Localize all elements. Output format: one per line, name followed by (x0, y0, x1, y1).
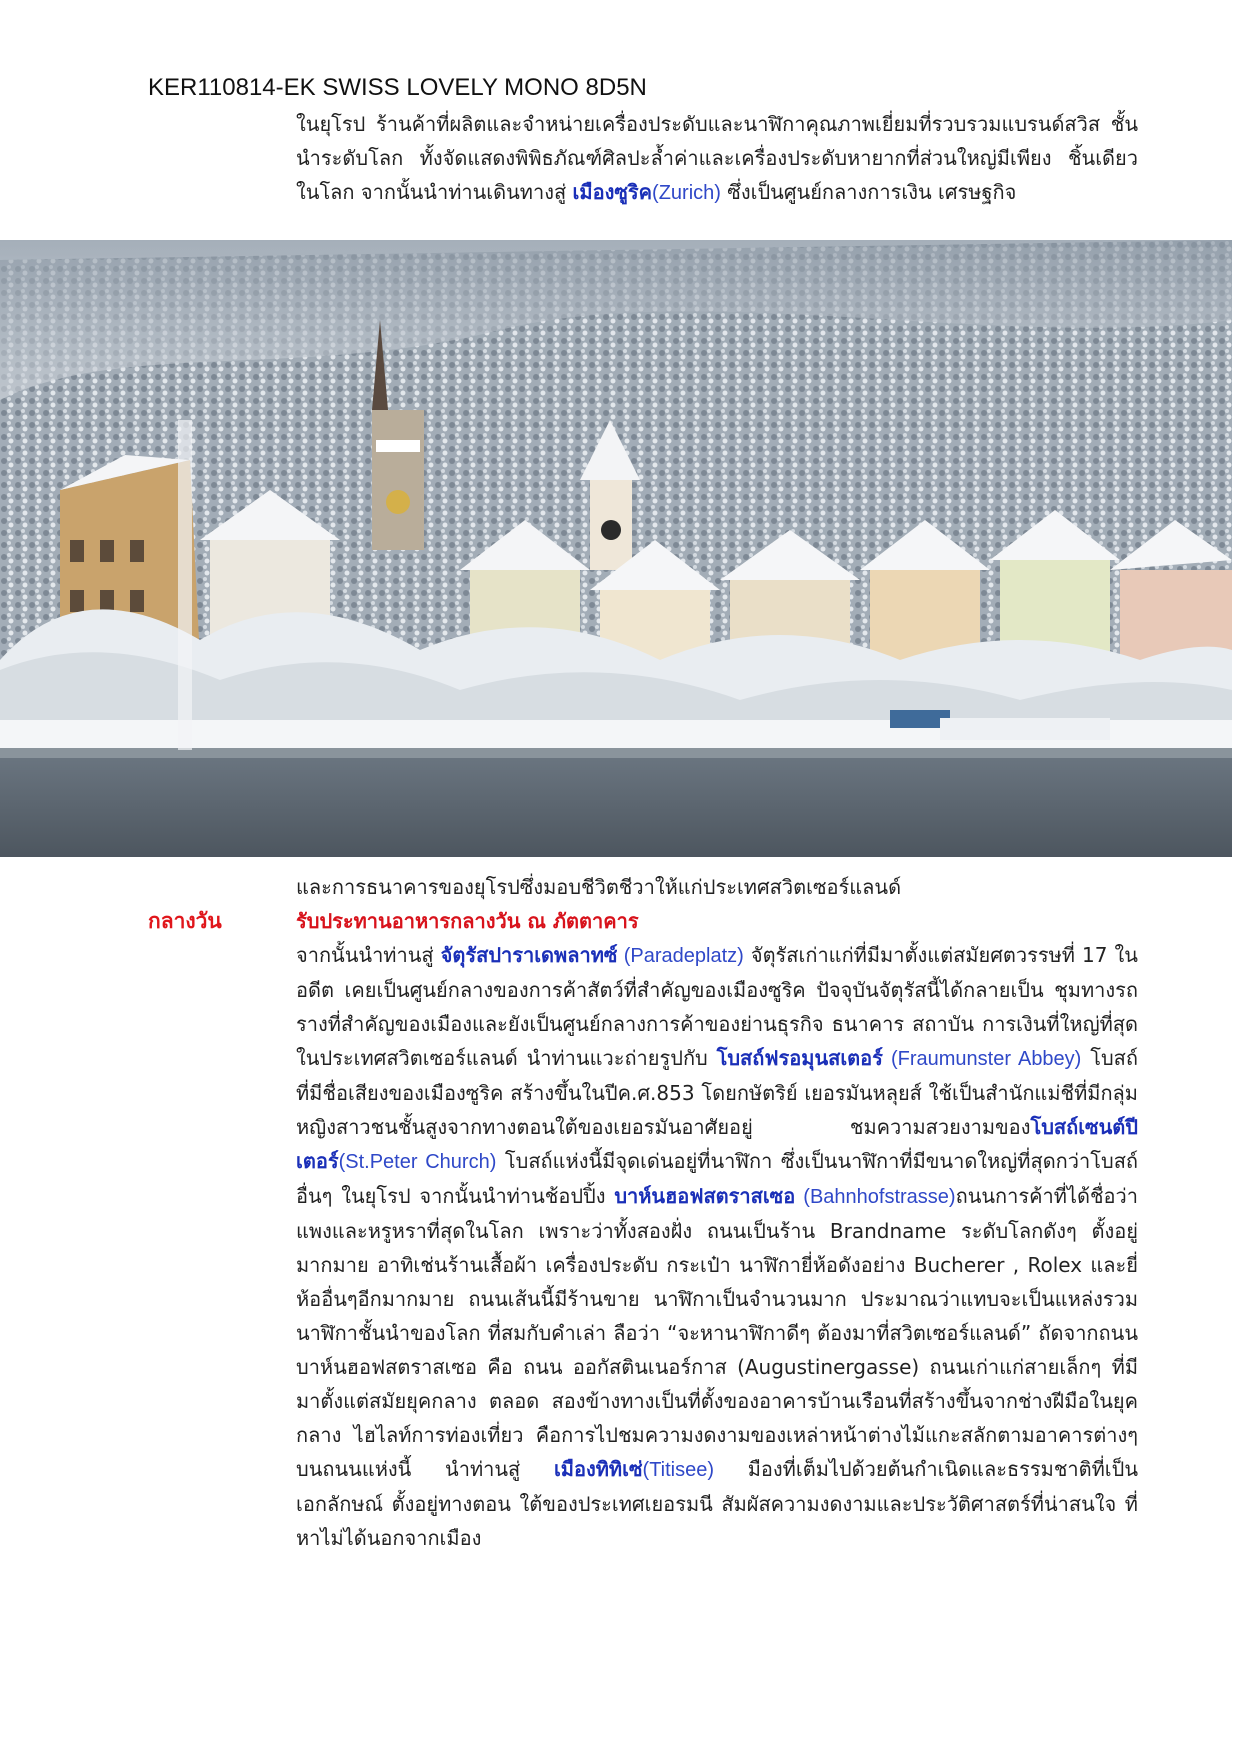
meal-time-label: กลางวัน (148, 909, 222, 933)
intro-text: ในยุโรป ร้านค้าที่ผลิตและจำหน่ายเครื่องประดับและนาฬิกาคุณภาพเยี่ยมที่รวบรวมแบรนด์สวิส ชั้นนำระดับโลก ทั้งจัดแสดงพิพิธภัณฑ์ศิลปะล้ำค่าและเครื่องประดับหายากที่ส่วนใหญ่มีเพียง ชิ้นเดียวในโลก จากนั้นนำท่านเดินทางสู่ (296, 112, 1138, 204)
fraumunster-english: (Fraumunster Abbey) (882, 1048, 1082, 1070)
article-text-4: โบสถ์แห่งนี้มีจุดเด่นอยู่ที่นาฬิกา ซึ่งเป็นนาฬิกาที่มีขนาดใหญ่ที่สุดกว่าโบสถ์อื่นๆ ในยุโรป จากนั้นนำท่านช้อปปิ้ง (296, 1149, 1139, 1208)
titisee-highlight: เมืองทิทิเซ่ (553, 1457, 643, 1481)
paradeplatz-highlight: จัตุรัสปาราเดพลาทซ์ (440, 943, 618, 967)
paradeplatz-english: (Paradeplatz) (617, 945, 744, 967)
intro-paragraph (296, 107, 1138, 210)
bahnhofstrasse-highlight: บาห์นฮอฟสตราสเซอ (614, 1184, 796, 1208)
tour-code-header: KER110814-EK SWISS LOVELY MONO 8D5N (148, 74, 647, 101)
fraumunster-highlight: โบสถ์ฟรอมุนสเตอร์ (716, 1046, 883, 1070)
titisee-english: (Titisee) (642, 1459, 715, 1481)
intro-text-end: ซึ่งเป็นศูนย์กลางการเงิน เศรษฐกิจ (720, 180, 1017, 204)
article-text-3: โบสถ์ที่มีชื่อเสียงของเมืองซูริค สร้างขึ้นในปีค.ศ.853 โดยกษัตริย์ เยอรมันหลุยส์ ใช้เป็นสำนักแม่ชีที่มีกลุ่มหญิงสาวชนชั้นสูงจากทางตอนใต้ของเยอรมันอาศัยอยู่ ชมความสวยงามของ (296, 1046, 1138, 1139)
continuation-text: และการธนาคารของยุโรปซึ่งมอบชีวิตชีวาให้แก่ประเทศสวิตเซอร์แลนด์ (296, 875, 902, 899)
zug-winter-town-photo (0, 240, 1232, 857)
zurich-highlight: เมืองซูริค (572, 180, 653, 204)
meal-title: รับประทานอาหารกลางวัน ณ ภัตตาคาร (296, 909, 639, 933)
stpeter-english: (St.Peter Church) (338, 1151, 497, 1173)
article-paragraph (296, 938, 1138, 1555)
bahnhofstrasse-english: (Bahnhofstrasse) (795, 1186, 956, 1208)
article-text-2: จัตุรัสเก่าแก่ที่มีมาตั้งแต่สมัยศตวรรษที่ 17 ในอดีต เคยเป็นศูนย์กลางของการค้าสัตว์ที่สำคัญของเมืองซูริค ปัจจุบันจัตุรัสนี้ได้กลายเป็น ชุมทางรถรางที่สำคัญของเมืองและยังเป็นศูนย์กลางการค้าของย่านธุรกิจ ธนาคาร สถาบัน การเงินที่ใหญ่ที่สุดในประเทศสวิตเซอร์แลนด์ นำท่านแวะถ่ายรูปกับ (296, 943, 1138, 1070)
continuation-paragraph (296, 870, 1138, 1555)
article-text-6: มืองที่เต็มไปด้วยต้นกำเนิดและธรรมชาติที่เป็นเอกลักษณ์ ตั้งอยู่ทางตอน ใต้ของประเทศเยอรมนี สัมผัสความงดงามและประวัติศาสตร์ที่น่าสนใจ ที่หาไม่ได้นอกจากเมือง (296, 1457, 1139, 1550)
zurich-english: (Zurich) (652, 182, 721, 204)
article-text-1: จากนั้นนำท่านสู่ (296, 943, 441, 967)
stpeter-highlight: โบสถ์เซนต์ปีเตอร์ (296, 1115, 1138, 1173)
article-text-5: ถนนการค้าที่ได้ชื่อว่าแพงและหรูหราที่สุดในโลก เพราะว่าทั้งสองฝั่ง ถนนเป็นร้าน Brandname ระดับโลกดังๆ ตั้งอยู่มากมาย อาทิเช่นร้านเสื้อผ้า เครื่องประดับ กระเป๋า นาฬิกายี่ห้อดังอย่าง Bucherer , Rolex และยี่ห้ออื่นๆอีกมากมาย ถนนเส้นนี้มีร้านขาย นาฬิกาเป็นจำนวนมาก ประมาณว่าแทบจะเป็นแหล่งรวมนาฬิกาชั้นนำของโลก ที่สมกับคำเล่า ลือว่า “จะหานาฬิกาดีๆ ต้องมาที่สวิตเซอร์แลนด์” ถัดจากถนนบาห์นฮอฟสตราสเซอ คือ ถนน ออกัสตินเนอร์กาส (Augustinergasse) ถนนเก่าแก่สายเล็กๆ ที่มีมาตั้งแต่สมัยยุคกลาง ตลอด สองข้างทางเป็นที่ตั้งของอาคารบ้านเรือนที่สร้างขึ้นจากช่างฝีมือในยุคกลาง ไฮไลท์การท่องเที่ยว คือการไปชมความงดงามของเหล่าหน้าต่างไม้แกะสลักตามอาคารต่างๆบนถนนแห่งนี้ นำท่านสู่ (296, 1184, 1138, 1481)
